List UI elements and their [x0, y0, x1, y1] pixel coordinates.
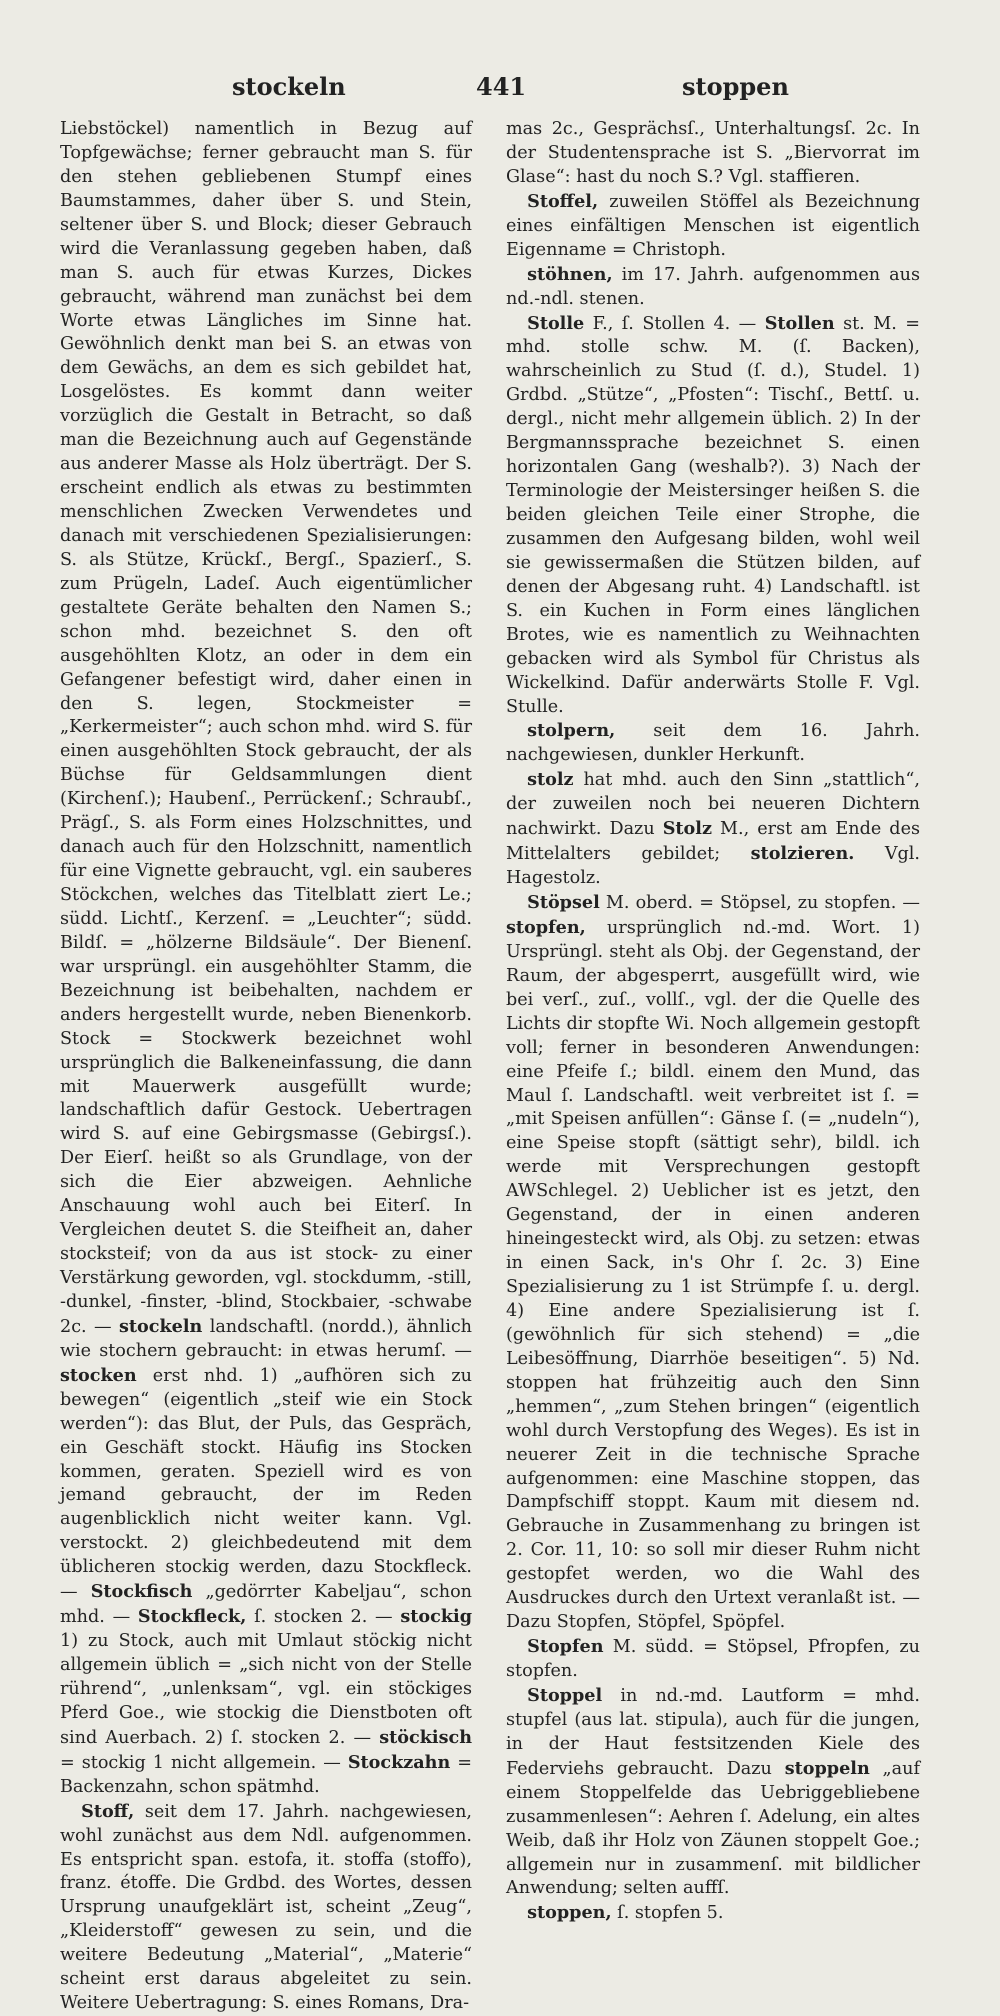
headword: stoppen, — [527, 1902, 612, 1924]
headword: stoppeln — [784, 1757, 870, 1779]
right-running-head: stoppen — [682, 72, 789, 101]
entry-stolz: stolz hat mhd. auch den Sinn „stattlich“, der zuweilen noch bei neueren Dichtern nachwirkt. Dazu Stolz M., erst am Ende des Mittelalters gebildet; stolzieren. Vgl. Hagestolz. — [506, 769, 921, 889]
entry-stock-continued: Liebstöckel) namentlich in Bezug auf Topfgewächse; ferner gebraucht man S. für den stehen gebliebenen Stumpf eines Baumstammes, daher über S. und Stein, seltener über S. und Block; dieser Gebrauch wird die Veranlassung gegeben haben, daß man S. auch für etwas Kurzes, Dickes gebraucht, während man zunächst bei dem Worte etwas Längliches im Sinne hat. Gewöhnlich denkt man bei S. an etwas von dem Gewächs, an dem es sich gebildet hat, Losgelöstes. Es kommt dann weiter vorzüglich die Gestalt in Betracht, so daß man die Bezeichnung auch auf Gegenstände aus anderer Masse als Holz überträgt. Der S. erscheint endlich als etwas zu bestimmten menschlichen Zwecken Verwendetes und danach mit verschiedenen Spezialisierungen: S. als Stütze, Krückſ., Bergſ., Spazierſ., S. zum Prügeln, Ladeſ. Auch eigentümlicher gestaltete Geräte behalten den Namen S.; schon mhd. bezeichnet S. den oft ausgehöhlten Klotz, an oder in dem ein Gefangener befestigt wird, daher einen in den S. legen, Stockmeister = „Kerkermeister“; auch schon mhd. wird S. für einen ausgehöhlten Stock gebraucht, der als Büchse für Geldsammlungen dient (Kirchenſ.); Haubenſ., Perrückenſ.; Schraubſ., Prägſ., S. als Form eines Holzschnittes, und danach auch für den Holzschnitt, namentlich für eine Vignette gebraucht, vgl. ein sauberes Stöckchen, welches das Titelblatt ziert Le.; südd. Lichtſ., Kerzenſ. = „Leuchter“; südd. Bildſ. = „hölzerne Bildsäule“. Der Bienenſ. war ursprüngl. ein ausgehöhlter Stamm, die Bezeichnung ist beibehalten, nachdem er anders hergestellt wurde, neben Bienenkorb. Stock = Stockwerk bezeichnet wohl ursprünglich die Balkeneinfassung, die dann mit Mauerwerk ausgefüllt wurde; landschaftlich dafür Gestock. Uebertragen wird S. auf eine Gebirgsmasse (Gebirgsſ.). Der Eierſ. heißt so als Grundlage, von der sich die Eier abzweigen. Aehnliche Anschauung wohl auch bei Eiterſ. In Vergleichen deutet S. die Steifheit an, daher stocksteif; von da aus ist stock- zu einer Verstärkung geworden, vgl. stockdumm, -still, -dunkel, -finster, -blind, Stockbaier, -schwabe 2c. — stockeln landschaftl. (nordd.), ähnlich wie stochern gebraucht: in etwas herumſ. — stocken erst nhd. 1) „aufhören sich zu bewegen“ (eigentlich „steif wie ein Stock werden“): das Blut, der Puls, das Gespräch, ein Geschäft stockt. Häufig ins Stocken kommen, geraten. Speziell wird es von jemand gebraucht, der im Reden augenblicklich nicht weiter kann. Vgl. verstockt. 2) gleichbedeutend mit dem üblicheren stockig werden, dazu Stockfleck. — Stockfisch „gedörrter Kabeljau“, schon mhd. — Stockfleck, ſ. stocken 2. — stockig 1) zu Stock, auch mit Umlaut stöckig nicht allgemein üblich = „sich nicht von der Stelle rührend“, „unlenksam“, vgl. ein stöckiges Pferd Goe., wie stockig die Dienstboten oft sind Auerbach. 2) ſ. stocken 2. — stöckisch = stockig 1 nicht allgemein. — Stockzahn = Backenzahn, schon spätmhd. — [60, 119, 473, 1797]
headword: stöhnen, — [527, 263, 613, 285]
entry-stoppel: Stoppel in nd.-md. Lautform = mhd. stupfel (aus lat. stipula), auch für die jungen, in der Haut festsitzenden Kiele des Federviehs gebraucht. Dazu stoppeln „auf einem Stoppelfelde das Uebriggebliebene zusammenlesen“: Aehren ſ. Adelung, ein altes Weib, daß ihr Holz von Zäunen stoppelt Goe.; allgemein nur in zusammenſ. mit bildlicher Anwendung; selten auffſ. — [506, 1684, 920, 1899]
headword: Stopfen — [527, 1636, 604, 1658]
headword: Stoffel, — [527, 190, 599, 212]
headword: Stockzahn — [347, 1751, 451, 1773]
entry-stoffel: Stoffel, zuweilen Stöffel als Bezeichnung eines einfältigen Menschen ist eigentlich Eigenname = Christoph. — [506, 190, 920, 260]
headword: stolpern, — [527, 720, 616, 742]
headword: stolzieren. — [750, 843, 855, 865]
headword: Stolz — [662, 818, 712, 840]
headword: Stockfleck, — [137, 1606, 247, 1628]
page-number: 441 — [476, 72, 527, 101]
headword: Stockfisch — [90, 1581, 193, 1603]
headword: Stoff, — [81, 1800, 135, 1822]
entry-stopfen: Stopfen M. südd. = Stöpsel, Pfropfen, zu stopfen. — [506, 1636, 920, 1681]
headword: Stolle — [527, 312, 585, 334]
headword: stopfen, — [506, 916, 586, 938]
entry-stolle: Stolle F., ſ. Stollen 4. — Stollen st. M. = mhd. stolle schw. M. (ſ. Backen), wahrscheinlich zu Stud (ſ. d.), Studel. 1) Grdbd. „Stütze“, „Pfosten“: Tischſ., Bettſ. u. dergl., nicht mehr allgemein üblich. 2) In der Bergmannssprache bezeichnet S. einen horizontalen Gang (weshalb?). 3) Nach der Terminologie der Meistersinger heißen S. die beiden gleichen Teile einer Strophe, die zusammen den Aufgesang bilden, wohl weil sie gewissermaßen die Stützen bilden, auf denen der Abgesang ruht. 4) Landschaftl. ist S. ein Kuchen in Form eines länglichen Brotes, wie es namentlich zu Weihnachten gebacken wird als Symbol für Christus als Wickelkind. Dafür anderwärts Stolle F. Vgl. Stulle. — [506, 312, 920, 717]
headword: stöckisch — [379, 1726, 473, 1748]
right-column — [506, 118, 920, 1926]
entry-stoppen: stoppen, ſ. stopfen 5. — [527, 1902, 724, 1924]
entry-stolpern: stolpern, seit dem 16. Jahrh. nachgewiesen, dunkler Herkunft. — [506, 720, 920, 766]
headword: Stollen — [764, 312, 835, 334]
headword: Stöpsel — [527, 892, 600, 913]
headword: stockeln — [118, 1315, 203, 1337]
headword: stockig — [400, 1606, 473, 1628]
entry-stoepsel: Stöpsel M. oberd. = Stöpsel, zu stopfen. — stopfen, ursprünglich nd.-md. Wort. 1) Ursprüngl. steht als Obj. der Gegenstand, der Raum, der abgesperrt, ausgefüllt wird, wie bei verſ., zuſ., vollſ., vgl. der die Quelle des Lichts dir stopfte Wi. Noch allgemein gestopft voll; ferner in besonderen Anwendungen: eine Pfeife ſ.; bildl. einem den Mund, das Maul ſ. Landschaftl. weit verbreitet ist ſ. = „mit Speisen anfüllen“: Gänse ſ. (= „nudeln“), eine Speise stopft (sättigt sehr), bildl. ich werde mit Versprechungen gestopft AWSchlegel. 2) Ueblicher ist es jetzt, den Gegenstand, der in einen anderen hineingesteckt wird, als Obj. zu setzen: etwas in einen Sack, in's Ohr ſ. 2c. 3) Eine Spezialisierung zu 1 ist Strümpfe ſ. u. dergl. 4) Eine andere Spezialisierung ist ſ. (gewöhnlich für sich stehend) = „die Leibesöffnung, Diarrhöe beseitigen“. 5) Nd. stoppen hat frühzeitig auch den Sinn „hemmen“, „zum Stehen bringen“ (eigentlich wohl durch Verstopfung des Weges). Es ist in neuerer Zeit in die technische Sprache aufgenommen: eine Maschine stoppen, das Dampfschiff stoppt. Kaum mit diesem nd. Gebrauche in Zusammenhang zu bringen ist 2. Cor. 11, 10: so soll mir dieser Ruhm nicht gestopfet werden, wo die Wahl des Ausdruckes durch den Urtext veranlaßt ist. — Dazu Stopfen, Stöpfel, Spöpfel. — [506, 892, 920, 1633]
page-header — [0, 72, 1000, 102]
headword: stolz — [527, 769, 574, 791]
left-running-head: stockeln — [232, 72, 346, 101]
headword: stocken — [60, 1364, 137, 1386]
entry-stoff: Stoff, seit dem 17. Jahrh. nachgewiesen, wohl zunächst aus dem Ndl. aufgenommen. Es entspricht span. estofa, it. stoffa (stoffo), franz. étoffe. Die Grdbd. des Wortes, dessen Ursprung unaufgeklärt ist, scheint „Zeug“, „Kleiderstoff“ gewesen zu sein, und die weitere Bedeutung „Material“, „Materie“ scheint erst daraus abgeleitet zu sein. Weitere Uebertragung: S. eines Romans, Dra- — [60, 1800, 472, 2014]
entry-stoff-continued: mas 2c., Gesprächsſ., Unterhaltungsſ. 2c. In der Studentensprache ist S. „Biervorrat im Glase“: hast du noch S.? Vgl. staffieren. — [506, 119, 920, 187]
left-column — [60, 118, 472, 2016]
entry-stoehnen: stöhnen, im 17. Jahrh. aufgenommen aus nd.-ndl. stenen. — [506, 263, 920, 309]
headword: Stoppel — [527, 1684, 603, 1706]
